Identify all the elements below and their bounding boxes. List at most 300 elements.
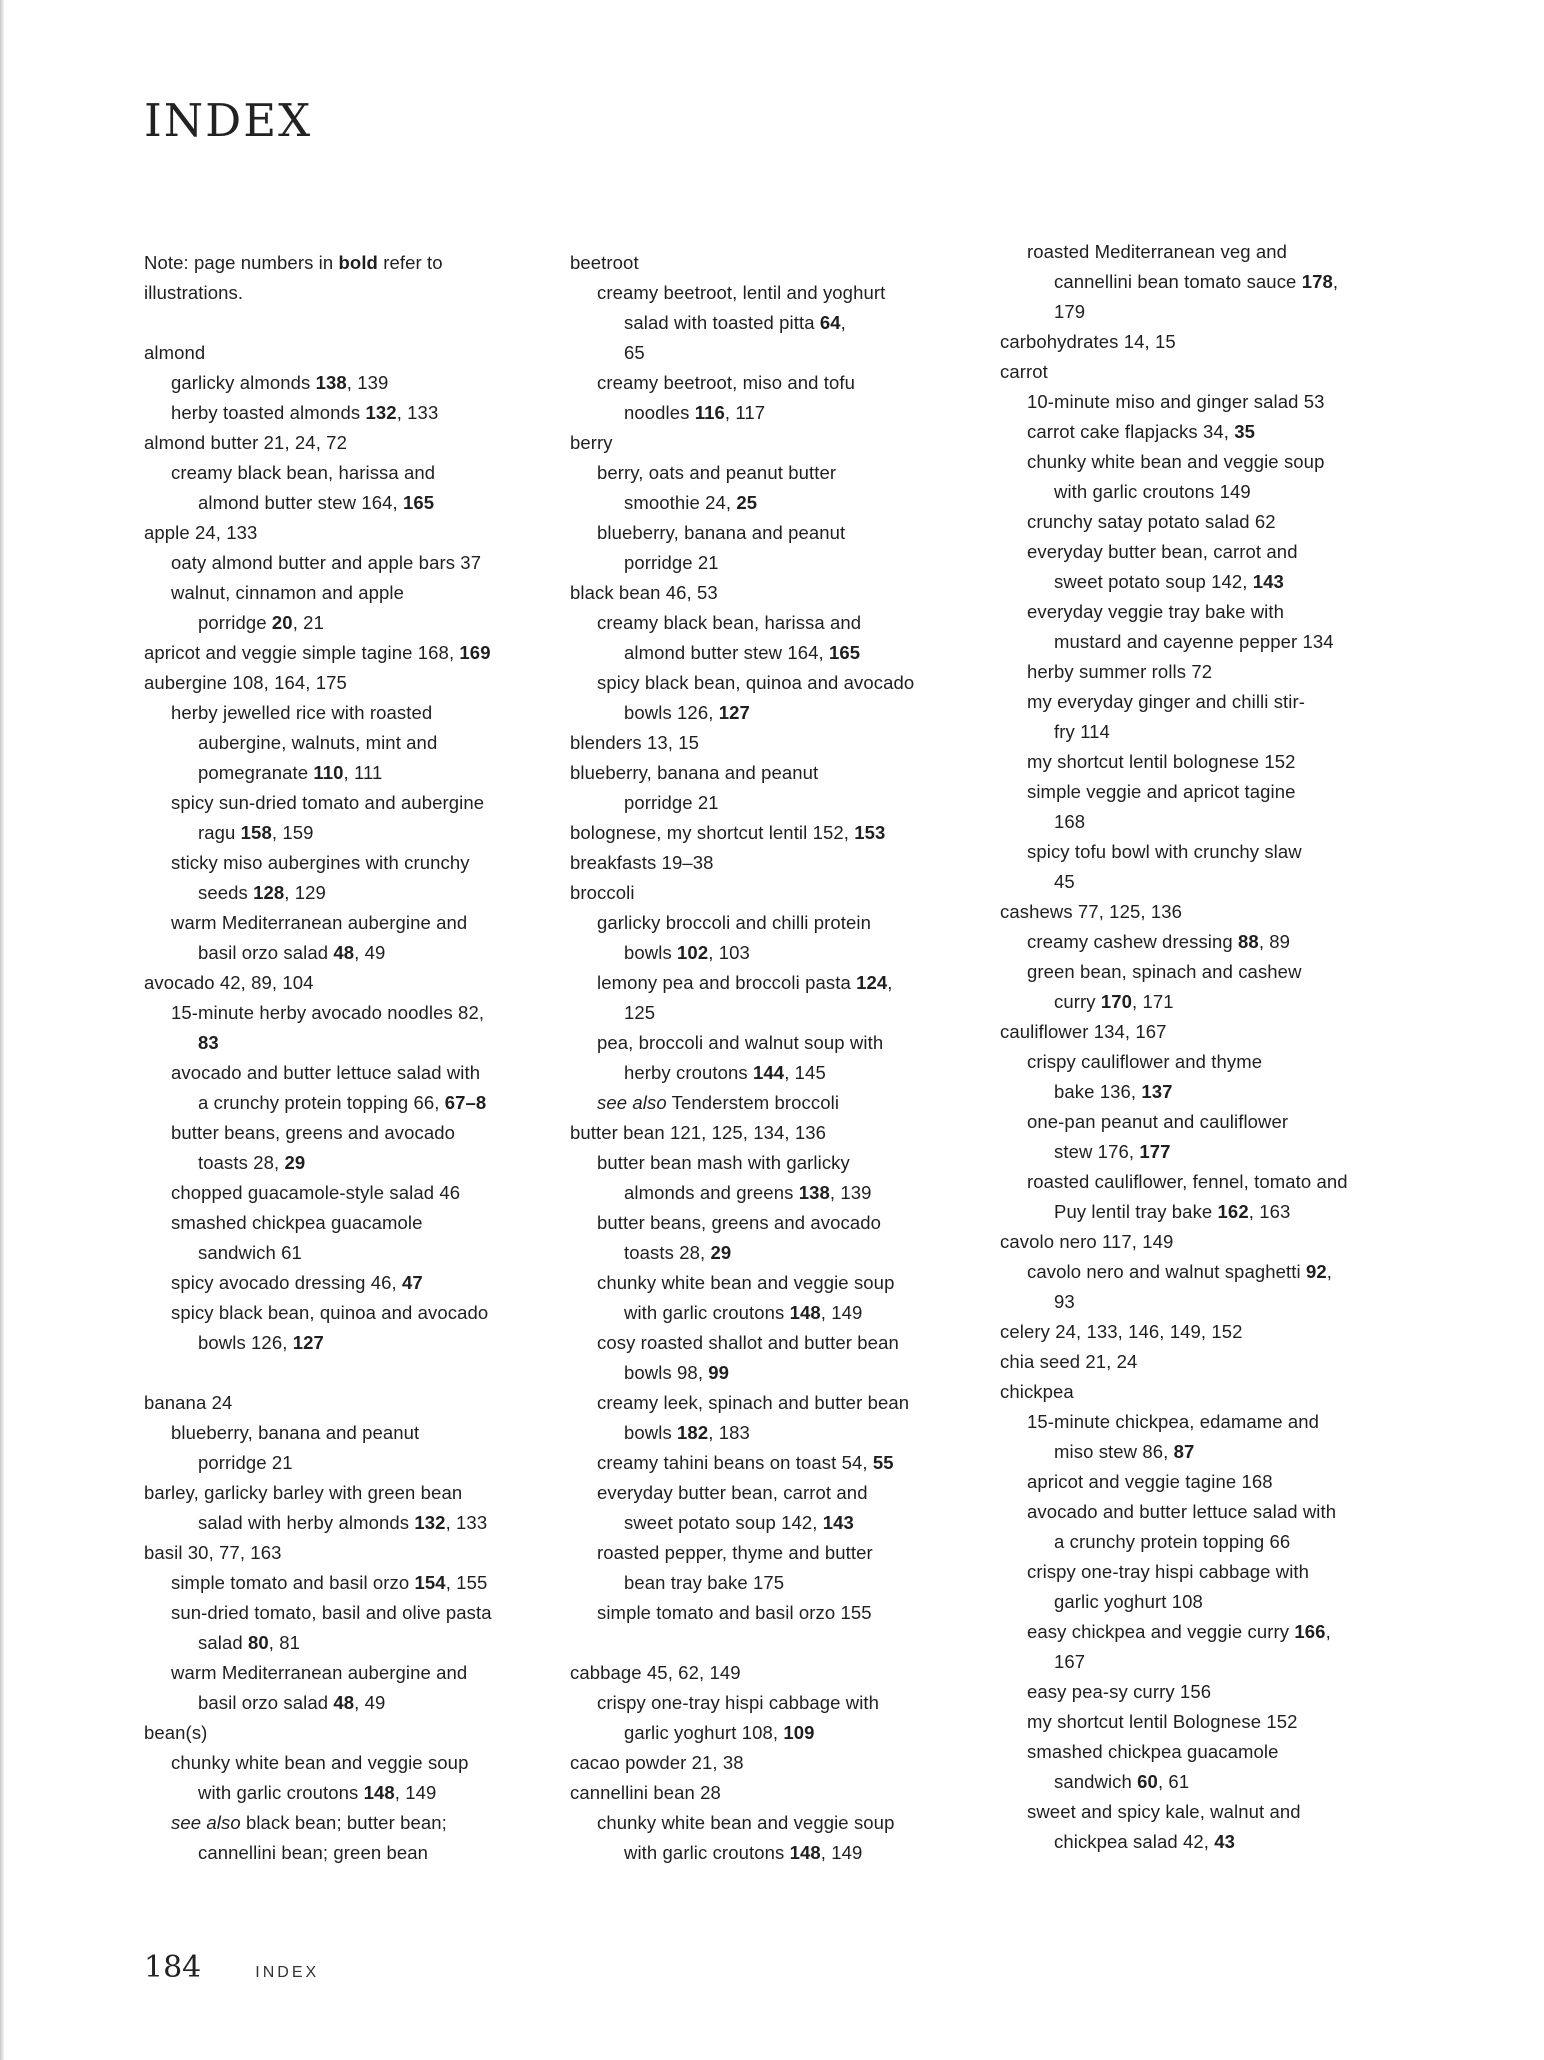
entry-text: Note: page numbers in [144,252,339,273]
entry-text: toasts 28, [624,1242,711,1263]
bold-page-ref: 55 [872,1452,894,1473]
entry-text: , 81 [268,1632,301,1653]
entry-text: blenders 13, 15 [570,732,700,753]
index-subentry [1000,1527,1420,1557]
index-subentry [144,1418,564,1448]
entry-text: warm Mediterranean aubergine and [171,1662,468,1683]
entry-text: 179 [1054,301,1086,322]
index-entry [144,518,564,548]
index-entry [144,248,564,278]
entry-text: sandwich 61 [198,1242,302,1263]
entry-gap [144,308,564,338]
entry-text: simple tomato and basil orzo [171,1572,415,1593]
entry-text: spicy avocado dressing 46, [171,1272,402,1293]
entry-text: garlicky almonds [171,372,316,393]
index-subentry [1000,1287,1420,1317]
entry-text: spicy sun-dried tomato and aubergine [171,792,485,813]
entry-text: 125 [624,1002,656,1023]
page-footer [144,1950,319,1985]
entry-text: chunky white bean and veggie soup [1027,451,1325,472]
entry-text: 15-minute herby avocado noodles 82, [171,1002,485,1023]
index-subentry [144,608,564,638]
entry-text: cannellini bean tomato sauce [1054,271,1302,292]
entry-text: bean tray bake 175 [624,1572,785,1593]
entry-text: , [1326,1261,1332,1282]
index-entry [570,878,970,908]
entry-text: almond [144,342,206,363]
bold-page-ref: 144 [753,1062,785,1083]
index-subentry [144,1448,564,1478]
entry-text: pomegranate [198,762,314,783]
index-subentry [1000,927,1420,957]
bold-page-ref: 162 [1217,1201,1249,1222]
index-subentry [144,1628,564,1658]
index-subentry [570,638,970,668]
index-entry [1000,897,1420,927]
index-subentry [144,1238,564,1268]
index-entry [570,1118,970,1148]
index-subentry [1000,1077,1420,1107]
entry-text: berry, oats and peanut butter [597,462,837,483]
bold-page-ref: 64 [819,312,841,333]
entry-text: , 89 [1258,931,1291,952]
entry-text: 65 [624,342,645,363]
entry-text: cosy roasted shallot and butter bean [597,1332,899,1353]
entry-text: almond butter 21, 24, 72 [144,432,347,453]
bold-page-ref: 132 [365,402,397,423]
bold-page-ref: 166 [1294,1621,1326,1642]
entry-text: cauliflower 134, 167 [1000,1021,1167,1042]
index-entry [570,818,970,848]
index-subentry [1000,837,1420,867]
entry-text: sweet potato soup 142, [624,1512,823,1533]
entry-text: Puy lentil tray bake [1054,1201,1218,1222]
cross-reference-label: see also [171,1812,241,1833]
entry-text: , 111 [343,762,383,783]
index-subentry [570,1808,970,1838]
index-subentry [144,368,564,398]
index-subentry [570,1088,970,1118]
bold-page-ref: 88 [1238,931,1259,952]
entry-text: spicy black bean, quinoa and avocado [171,1302,489,1323]
index-subentry [570,908,970,938]
entry-text: simple tomato and basil orzo 155 [597,1602,872,1623]
index-subentry [1000,1617,1420,1647]
entry-text: creamy black bean, harissa and [597,612,862,633]
index-subentry [1000,1707,1420,1737]
entry-text: butter beans, greens and avocado [171,1122,455,1143]
index-subentry [1000,237,1420,267]
entry-text: chunky white bean and veggie soup [597,1812,895,1833]
index-subentry [144,1748,564,1778]
entry-text: crunchy satay potato salad 62 [1027,511,1276,532]
index-subentry [1000,1137,1420,1167]
index-entry [570,1778,970,1808]
entry-text: , [840,312,846,333]
entry-text: crispy cauliflower and thyme [1027,1051,1263,1072]
index-subentry [1000,387,1420,417]
index-subentry [1000,1797,1420,1827]
index-subentry [570,1538,970,1568]
entry-text: everyday butter bean, carrot and [1027,541,1298,562]
index-subentry [1000,747,1420,777]
entry-text: , 149 [820,1842,863,1863]
entry-text: banana 24 [144,1392,233,1413]
entry-text: creamy leek, spinach and butter bean [597,1392,910,1413]
entry-text: apricot and veggie tagine 168 [1027,1471,1273,1492]
entry-text: salad with toasted pitta [624,312,820,333]
index-subentry [570,1448,970,1478]
index-entry [144,338,564,368]
index-subentry [1000,687,1420,717]
bold-page-ref: 48 [333,1692,355,1713]
entry-text: , 149 [820,1302,863,1323]
entry-text: , 103 [708,942,750,963]
entry-text: illustrations. [144,282,244,303]
index-column-1 [144,248,564,1868]
entry-text: 93 [1054,1291,1075,1312]
bold-page-ref: bold [338,252,378,273]
entry-text: cacao powder 21, 38 [570,1752,744,1773]
entry-text: bowls [624,942,678,963]
entry-text: almond butter stew 164, [624,642,829,663]
entry-text: carrot cake flapjacks 34, [1027,421,1235,442]
entry-text: creamy cashew dressing [1027,931,1239,952]
index-entry [144,638,564,668]
entry-text: with garlic croutons [624,1302,790,1323]
bold-page-ref: 138 [315,372,347,393]
index-entry [570,578,970,608]
index-subentry [1000,597,1420,627]
entry-text: almond butter stew 164, [198,492,403,513]
bold-page-ref: 182 [677,1422,709,1443]
entry-text: chunky white bean and veggie soup [597,1272,895,1293]
entry-text: porridge [198,612,272,633]
entry-text: , 139 [346,372,389,393]
entry-text: a crunchy protein topping 66 [1054,1531,1291,1552]
index-entry [570,1658,970,1688]
index-entry [1000,1347,1420,1377]
index-subentry [570,1418,970,1448]
index-subentry [1000,1197,1420,1227]
index-subentry [1000,1677,1420,1707]
bold-page-ref: 116 [694,402,725,423]
entry-text: herby jewelled rice with roasted [171,702,433,723]
entry-text: bean(s) [144,1722,208,1743]
entry-text: , 155 [445,1572,488,1593]
bold-page-ref: 170 [1100,991,1133,1012]
bold-page-ref: 109 [783,1722,815,1743]
index-subentry [570,1388,970,1418]
entry-text: aubergine 108, 164, 175 [144,672,347,693]
entry-text: , 49 [354,942,386,963]
entry-text: herby toasted almonds [171,402,366,423]
entry-text: sun-dried tomato, basil and olive pasta [171,1602,492,1623]
index-subentry [1000,717,1420,747]
index-subentry [1000,867,1420,897]
entry-text: stew 176, [1054,1141,1140,1162]
entry-text: beetroot [570,252,639,273]
entry-text: noodles [624,402,695,423]
index-subentry [1000,1557,1420,1587]
bold-page-ref: 165 [829,642,861,663]
entry-gap [144,1358,564,1388]
entry-text: celery 24, 133, 146, 149, 152 [1000,1321,1243,1342]
entry-text: butter bean mash with garlicky [597,1152,850,1173]
index-subentry [570,1268,970,1298]
index-subentry [570,368,970,398]
entry-text: , 183 [708,1422,750,1443]
bold-page-ref: 138 [798,1182,830,1203]
index-subentry [570,1298,970,1328]
entry-text: , 49 [354,1692,386,1713]
entry-text: garlic yoghurt 108 [1054,1591,1203,1612]
index-entry [144,1718,564,1748]
bold-page-ref: 87 [1173,1441,1195,1462]
index-subentry [570,1358,970,1388]
entry-text: one-pan peanut and cauliflower [1027,1111,1289,1132]
index-subentry [144,548,564,578]
entry-text: 168 [1054,811,1086,832]
index-subentry [570,1328,970,1358]
entry-text: my shortcut lentil Bolognese 152 [1027,1711,1298,1732]
index-subentry [570,278,970,308]
index-subentry [1000,1737,1420,1767]
entry-text: cashews 77, 125, 136 [1000,901,1182,922]
index-subentry [570,1028,970,1058]
index-subentry [570,1178,970,1208]
entry-text: porridge 21 [624,552,719,573]
entry-text: walnut, cinnamon and apple [171,582,404,603]
index-subentry [144,1148,564,1178]
index-subentry [1000,807,1420,837]
entry-text: blueberry, banana and peanut [597,522,846,543]
entry-text: , 133 [396,402,439,423]
index-subentry [1000,1647,1420,1677]
entry-text: creamy beetroot, miso and tofu [597,372,856,393]
index-subentry [570,1718,970,1748]
entry-text: , 133 [445,1512,488,1533]
index-entry [1000,327,1420,357]
index-subentry [144,698,564,728]
entry-text: sweet and spicy kale, walnut and [1027,1801,1301,1822]
cross-reference-label: see also [597,1092,667,1113]
entry-text: everyday veggie tray bake with [1027,601,1284,622]
index-subentry [144,1508,564,1538]
entry-text: aubergine, walnuts, mint and [198,732,438,753]
index-column-3 [1000,237,1420,1857]
index-subentry [144,758,564,788]
index-subentry [144,458,564,488]
index-entry [570,1748,970,1778]
entry-text: with garlic croutons [624,1842,790,1863]
bold-page-ref: 80 [247,1632,269,1653]
index-subentry [1000,297,1420,327]
index-subentry [1000,1767,1420,1797]
index-subentry [1000,477,1420,507]
entry-text: butter beans, greens and avocado [597,1212,881,1233]
index-subentry [570,668,970,698]
entry-text: creamy black bean, harissa and [171,462,436,483]
bold-page-ref: 124 [856,972,888,993]
page-spine-shadow [0,0,4,2060]
index-entry [1000,1317,1420,1347]
bold-page-ref: 154 [414,1572,446,1593]
entry-text: , [1325,1621,1331,1642]
entry-text: , 171 [1132,991,1174,1012]
entry-text: carbohydrates 14, 15 [1000,331,1176,352]
index-subentry [144,398,564,428]
entry-text: cavolo nero 117, 149 [1000,1231,1174,1252]
index-subentry [1000,537,1420,567]
entry-text: smashed chickpea guacamole [171,1212,423,1233]
entry-text: seeds [198,882,254,903]
index-entry [570,428,970,458]
index-subentry [144,1568,564,1598]
index-subentry [144,1808,564,1838]
entry-text: easy chickpea and veggie curry [1027,1621,1295,1642]
entry-text: a crunchy protein topping 66, [198,1092,445,1113]
entry-text: toasts 28, [198,1152,285,1173]
index-entry [144,668,564,698]
entry-text: bowls 126, [624,702,719,723]
index-subentry [144,1598,564,1628]
bold-page-ref: 127 [718,702,750,723]
bold-page-ref: 20 [271,612,293,633]
index-subentry [144,1298,564,1328]
index-subentry [570,398,970,428]
entry-text: 10-minute miso and ginger salad 53 [1027,391,1325,412]
index-subentry [144,1268,564,1298]
index-entry [144,428,564,458]
entry-text: 167 [1054,1651,1086,1672]
index-subentry [144,1688,564,1718]
index-subentry [1000,447,1420,477]
index-subentry [1000,267,1420,297]
index-subentry [570,788,970,818]
entry-text: sweet potato soup 142, [1054,571,1253,592]
bold-page-ref: 132 [414,1512,446,1533]
index-subentry [570,338,970,368]
index-subentry [1000,957,1420,987]
entry-text: spicy black bean, quinoa and avocado [597,672,915,693]
bold-page-ref: 148 [363,1782,395,1803]
entry-text: refer to [377,252,443,273]
index-subentry [1000,627,1420,657]
entry-text: herby summer rolls 72 [1027,661,1213,682]
bold-page-ref: 158 [240,822,272,843]
page-number: 184 [144,1950,202,1985]
bold-page-ref: 137 [1141,1081,1173,1102]
entry-text: my shortcut lentil bolognese 152 [1027,751,1296,772]
index-entry [144,1538,564,1568]
index-column-2 [570,248,970,1868]
entry-text: porridge 21 [198,1452,293,1473]
index-subentry [570,548,970,578]
entry-text: crispy one-tray hispi cabbage with [597,1692,880,1713]
entry-text: , 117 [724,402,766,423]
entry-text: green bean, spinach and cashew [1027,961,1302,982]
index-subentry [144,938,564,968]
entry-text: , 163 [1248,1201,1291,1222]
bold-page-ref: 110 [313,762,344,783]
entry-text: blueberry, banana and peanut [570,762,819,783]
index-subentry [1000,1047,1420,1077]
index-subentry [1000,777,1420,807]
entry-text: smoothie 24, [624,492,737,513]
index-subentry [144,908,564,938]
index-subentry [1000,1107,1420,1137]
bold-page-ref: 83 [198,1032,219,1053]
entry-text: garlic yoghurt 108, [624,1722,784,1743]
entry-text: with garlic croutons [198,1782,364,1803]
entry-text: , 61 [1157,1771,1190,1792]
index-subentry [1000,1827,1420,1857]
entry-text: my everyday ginger and chilli stir- [1027,691,1306,712]
entry-text: chickpea [1000,1381,1074,1402]
entry-text: salad with herby almonds [198,1512,415,1533]
index-subentry [570,1508,970,1538]
index-entry [1000,1017,1420,1047]
entry-text: bake 136, [1054,1081,1142,1102]
entry-text: bowls 98, [624,1362,709,1383]
index-subentry [144,788,564,818]
bold-page-ref: 29 [284,1152,306,1173]
entry-text: , 139 [829,1182,872,1203]
entry-text: simple veggie and apricot tagine [1027,781,1296,802]
bold-page-ref: 177 [1139,1141,1171,1162]
index-subentry [570,608,970,638]
index-subentry [144,1328,564,1358]
entry-text: , 145 [784,1062,826,1083]
index-subentry [1000,1587,1420,1617]
index-subentry [570,1598,970,1628]
index-subentry [570,1148,970,1178]
entry-text: roasted Mediterranean veg and [1027,241,1288,262]
bold-page-ref: 148 [789,1842,821,1863]
index-entry [570,728,970,758]
entry-text: black bean; butter bean; [240,1812,447,1833]
bold-page-ref: 35 [1234,421,1256,442]
entry-text: avocado 42, 89, 104 [144,972,314,993]
index-subentry [1000,1437,1420,1467]
index-entry [1000,1227,1420,1257]
index-subentry [144,1088,564,1118]
bold-page-ref: 127 [292,1332,324,1353]
entry-text: , [887,972,893,993]
index-entry [1000,357,1420,387]
index-subentry [144,1118,564,1148]
entry-text: curry [1054,991,1101,1012]
bold-page-ref: 165 [403,492,435,513]
entry-text: , 149 [394,1782,437,1803]
entry-text: with garlic croutons 149 [1054,481,1251,502]
bold-page-ref: 169 [459,642,491,663]
entry-text: 45 [1054,871,1075,892]
entry-text: blueberry, banana and peanut [171,1422,420,1443]
entry-gap [570,1628,970,1658]
index-subentry [144,1838,564,1868]
entry-text: basil orzo salad [198,942,334,963]
entry-text: chickpea salad 42, [1054,1831,1215,1852]
entry-text: 15-minute chickpea, edamame and [1027,1411,1320,1432]
entry-text: creamy beetroot, lentil and yoghurt [597,282,886,303]
bold-page-ref: 143 [822,1512,854,1533]
bold-page-ref: 43 [1214,1831,1236,1852]
entry-text: warm Mediterranean aubergine and [171,912,468,933]
index-subentry [570,1208,970,1238]
entry-text: basil 30, 77, 163 [144,1542,282,1563]
